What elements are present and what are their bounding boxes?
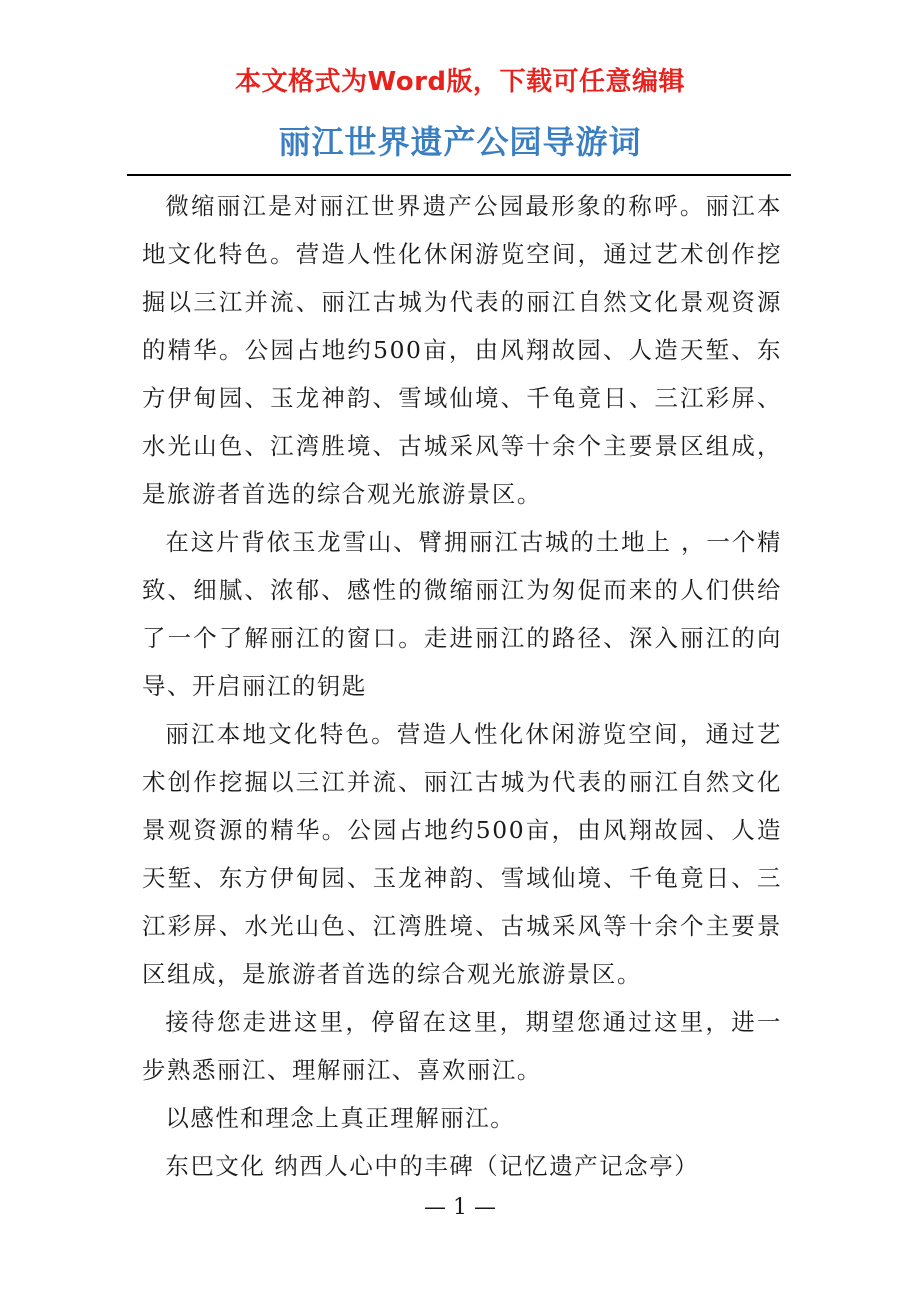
paragraph-understand: 以感性和理念上真正理解丽江。 — [165, 1104, 516, 1132]
paragraph-culture: 丽江本地文化特色。营造人性化休闲游览空间，通过艺术创作挖掘以三江并流、丽江古城为代表的丽江自然文化景观资源的精华。公园占地约500亩，由风翔故园、人造天堑、东方伊甸园、玉龙神韵、雪域仙境、千龟竟日、三江彩屏、水光山色、江湾胜境、古城采风等十余个主要景区组成，是旅游者首选的综合观光旅游景区。 — [142, 720, 782, 988]
paragraph-dongba: 东巴文化 纳西人心中的丰碑（记忆遗产记念亭） — [165, 1152, 700, 1180]
paragraph-intro: 微缩丽江是对丽江世界遗产公园最形象的称呼。丽江本地文化特色。营造人性化休闲游览空间，通过艺术创作挖掘以三江并流、丽江古城为代表的丽江自然文化景观资源的精华。公园占地约500亩，由风翔故园、人造天堑、东方伊甸园、玉龙神韵、雪域仙境、千龟竟日、三江彩屏、水光山色、江湾胜境、古城采风等十余个主要景区组成，是旅游者首选的综合观光旅游景区。 — [142, 192, 782, 508]
document-body — [142, 182, 782, 1190]
document-title: 丽江世界遗产公园导游词 — [278, 123, 642, 161]
page-number: — 1 — — [424, 1195, 496, 1220]
title-divider — [127, 174, 791, 176]
paragraph-welcome: 接待您走进这里，停留在这里，期望您通过这里，进一步熟悉丽江、理解丽江、喜欢丽江。 — [142, 1008, 782, 1084]
paragraph-window: 在这片背依玉龙雪山、臂拥丽江古城的土地上 ，一个精致、细腻、浓郁、感性的微缩丽江为匆促而来的人们供给了一个了解丽江的窗口。走进丽江的路径、深入丽江的向导、开启丽江的钥匙 — [142, 528, 782, 700]
format-notice-banner: 本文格式为Word版，下载可任意编辑 — [234, 67, 686, 97]
